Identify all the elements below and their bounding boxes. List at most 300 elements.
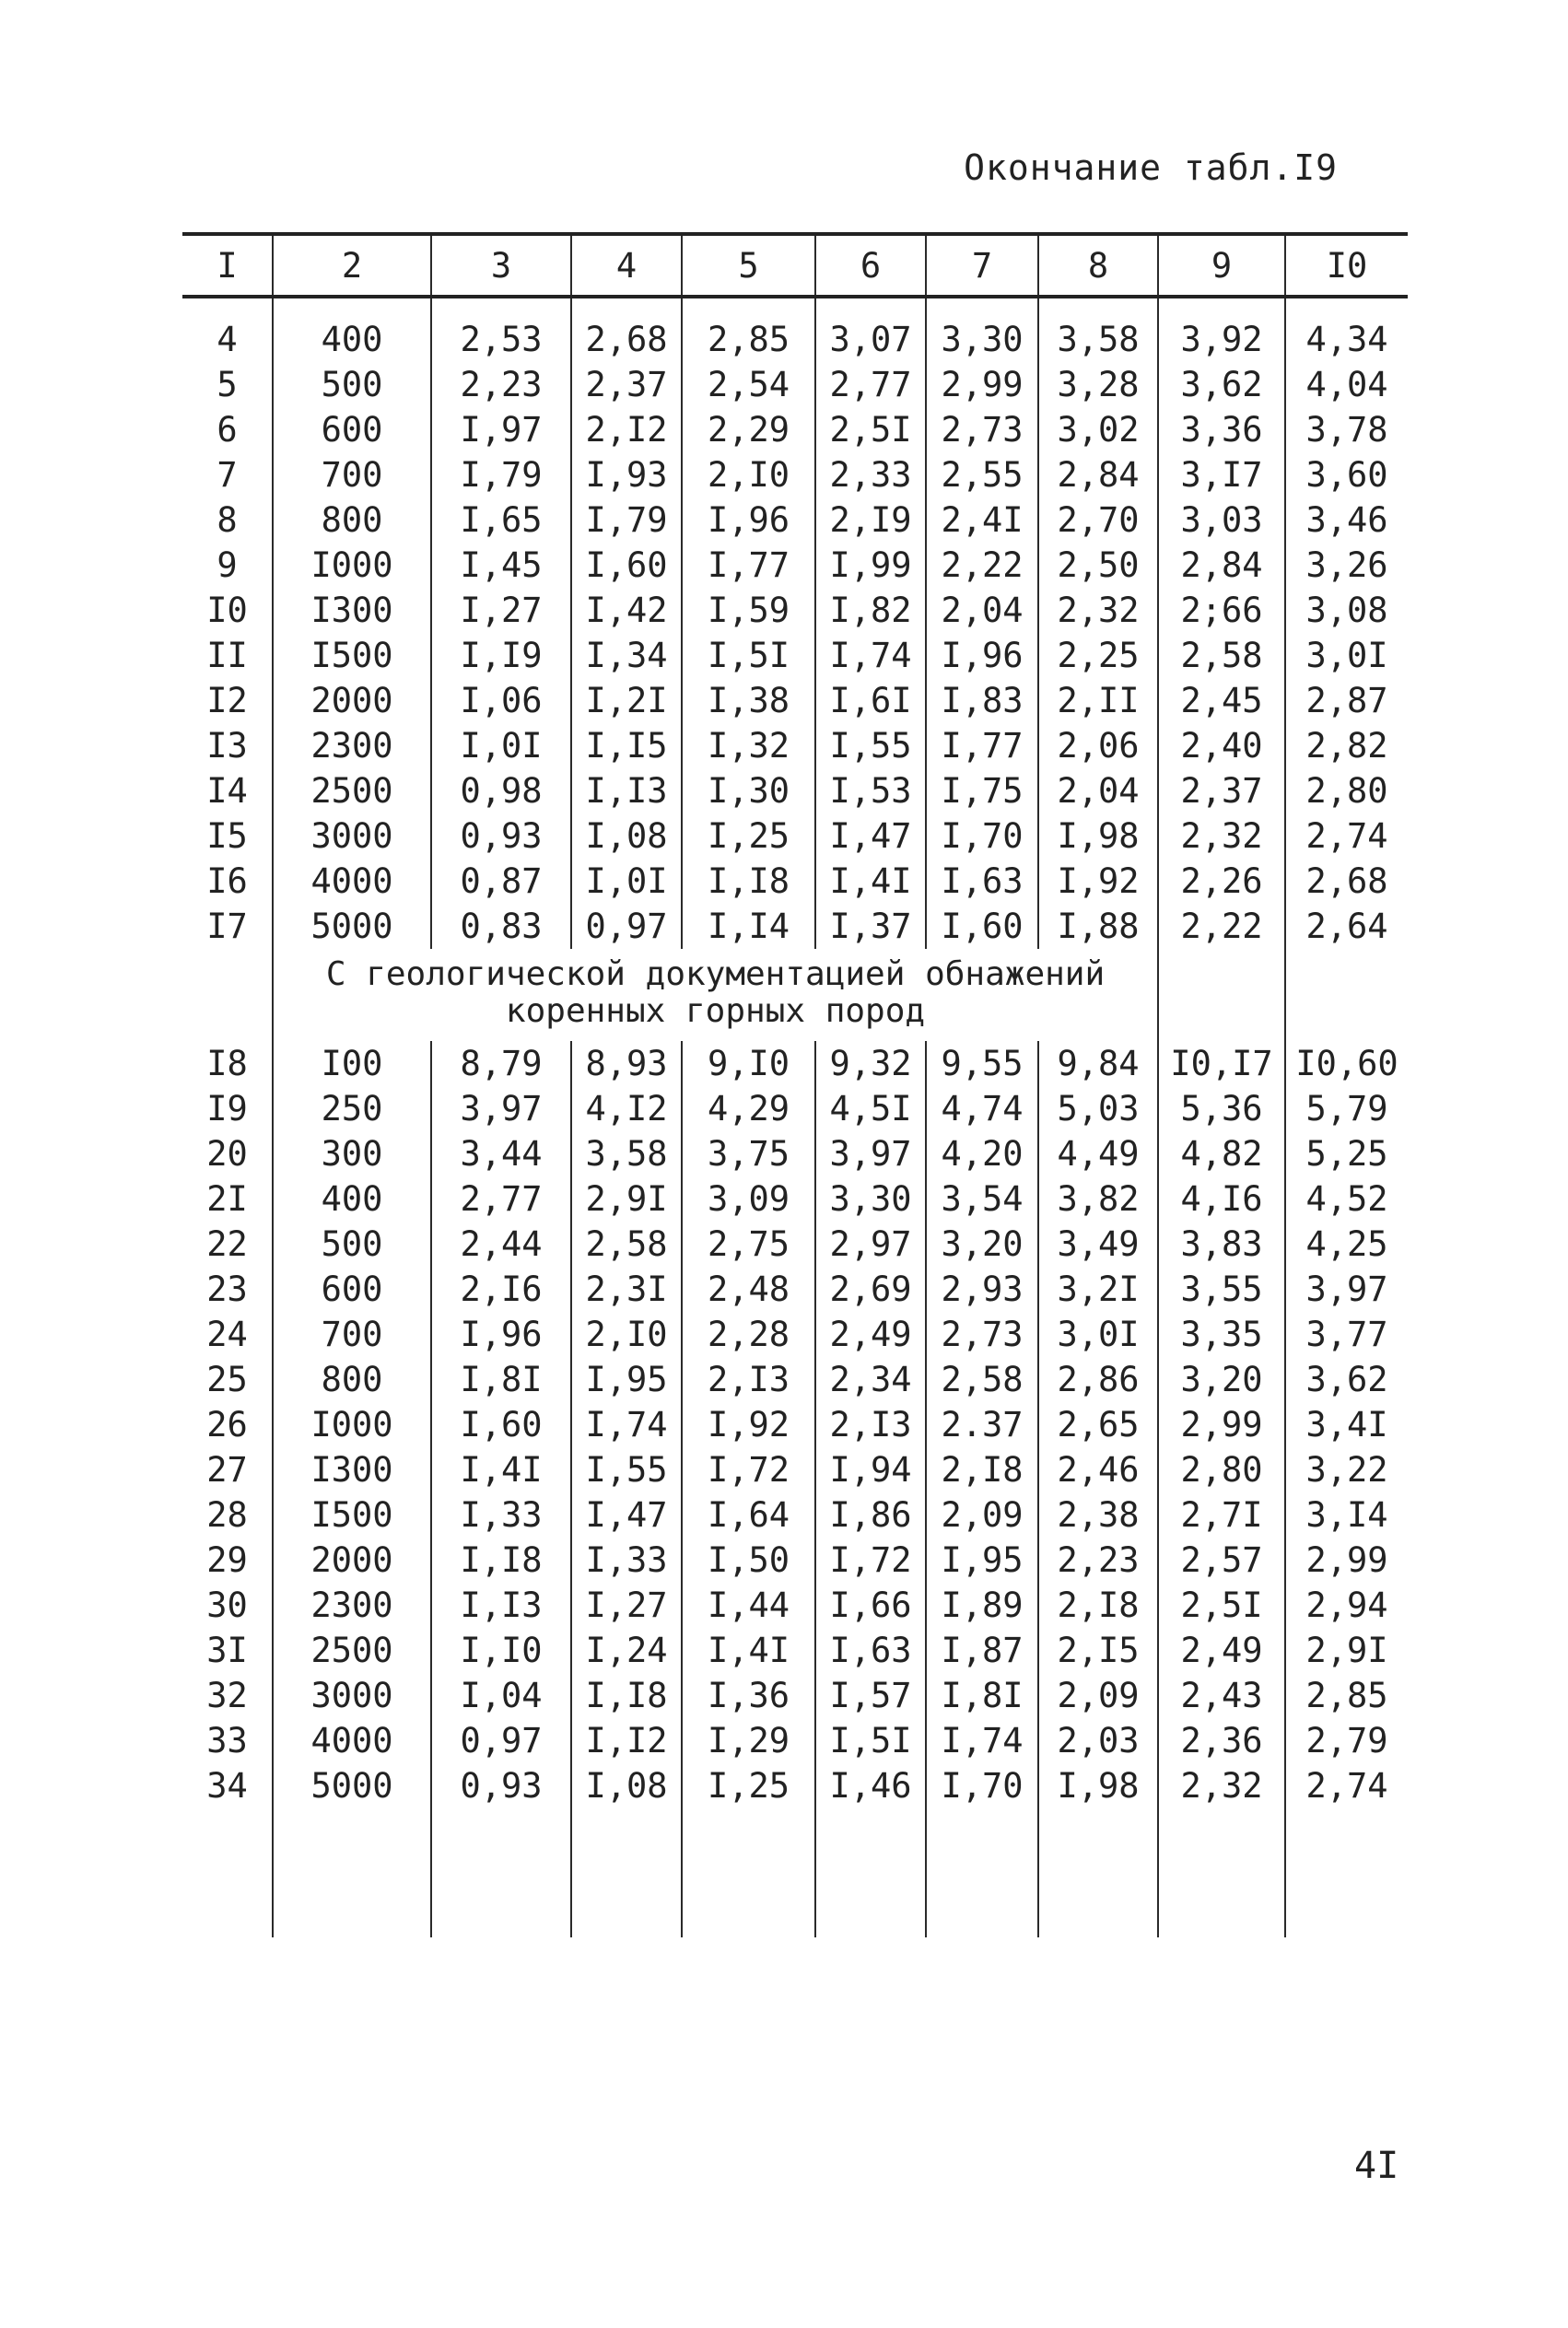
table-cell: 2,29: [682, 407, 815, 452]
table-cell: I,5I: [815, 1718, 926, 1763]
table-cell: 2,04: [1038, 768, 1158, 813]
table-cell: 3,78: [1285, 407, 1408, 452]
table-cell: 3,35: [1158, 1312, 1285, 1357]
table-cell: 3,58: [1038, 317, 1158, 362]
column-header: 7: [926, 234, 1038, 297]
row-number-cell: 7: [216, 455, 238, 495]
table-cell: 4,I2: [571, 1086, 682, 1131]
table-cell: 2,22: [1158, 904, 1285, 949]
table-cell: 5000: [273, 904, 431, 949]
table-row: [182, 317, 1408, 362]
table-cell: 2,36: [1158, 1718, 1285, 1763]
table-cell: 2000: [273, 1538, 431, 1583]
blank-cell: [1285, 949, 1408, 1041]
table-cell: 3,97: [815, 1131, 926, 1176]
table-cell: I,06: [431, 678, 571, 723]
table-cell: 0,83: [431, 904, 571, 949]
table-cell: I,I4: [682, 904, 815, 949]
table-cell: 2,49: [815, 1312, 926, 1357]
table-row: [182, 1312, 1408, 1357]
table-cell: I000: [273, 1402, 431, 1447]
table-cell: I,30: [682, 768, 815, 813]
row-number-cell: 25: [206, 1360, 248, 1399]
section-row: [182, 949, 1408, 1041]
table-cell: I,27: [571, 1583, 682, 1628]
row-number-cell: 3I: [206, 1631, 248, 1670]
table-cell: 2500: [273, 1628, 431, 1673]
table-cell: 4,52: [1285, 1176, 1408, 1222]
table-cell: 2,9I: [1285, 1628, 1408, 1673]
row-number-cell: I7: [206, 907, 248, 946]
empty-cell: [182, 1808, 273, 1937]
table-cell: I,8I: [431, 1357, 571, 1402]
table-cell: 2,22: [926, 543, 1038, 588]
table-cell: I,66: [815, 1583, 926, 1628]
column-header: 5: [682, 234, 815, 297]
table-cell: 2,80: [1158, 1447, 1285, 1492]
table-cell: 3,I7: [1158, 452, 1285, 497]
table-cell: 800: [273, 1357, 431, 1402]
table-cell: 3,2I: [1038, 1267, 1158, 1312]
table-cell: I,79: [431, 452, 571, 497]
table-cell: 2500: [273, 768, 431, 813]
table-cell: 2,I2: [571, 407, 682, 452]
row-number-cell: I2: [206, 681, 248, 720]
table-cell: 2,I6: [431, 1267, 571, 1312]
table-cell: 2300: [273, 1583, 431, 1628]
column-header: 9: [1158, 234, 1285, 297]
empty-cell: [571, 1808, 682, 1937]
table-cell: 2,74: [1285, 813, 1408, 859]
table-row: [182, 1267, 1408, 1312]
data-table: [182, 232, 1408, 1937]
table-cell: 3,30: [815, 1176, 926, 1222]
table-cell: I,42: [571, 588, 682, 633]
table-cell: 3,55: [1158, 1267, 1285, 1312]
table-row: [182, 768, 1408, 813]
table-cell: 300: [273, 1131, 431, 1176]
table-cell: 2,32: [1158, 813, 1285, 859]
table-cell: 2,84: [1158, 543, 1285, 588]
row-number-cell: 24: [206, 1315, 248, 1354]
row-number-cell: 22: [206, 1224, 248, 1264]
table-cell: I,4I: [815, 859, 926, 904]
table-cell: I,36: [682, 1673, 815, 1718]
empty-cell: [682, 1808, 815, 1937]
table-cell: 2,85: [682, 317, 815, 362]
table-cell: 500: [273, 1222, 431, 1267]
row-number-cell: 27: [206, 1450, 248, 1490]
table-cell: 4,25: [1285, 1222, 1408, 1267]
table-cell: 2,33: [815, 452, 926, 497]
table-row: [182, 1222, 1408, 1267]
table-cell: I300: [273, 1447, 431, 1492]
table-cell: I,I0: [431, 1628, 571, 1673]
table-cell: 600: [273, 407, 431, 452]
column-header: I0: [1285, 234, 1408, 297]
table-row: [182, 1131, 1408, 1176]
table-cell: 2,65: [1038, 1402, 1158, 1447]
table-cell: 4,29: [682, 1086, 815, 1131]
row-number-cell: I8: [206, 1044, 248, 1083]
table-cell: I,70: [926, 1763, 1038, 1808]
row-number-cell: II: [206, 636, 248, 675]
spacer-cell: [815, 297, 926, 317]
empty-cell: [1158, 1808, 1285, 1937]
table-cell: 2,68: [1285, 859, 1408, 904]
empty-cell: [431, 1808, 571, 1937]
table-cell: 4,34: [1285, 317, 1408, 362]
row-number-cell: 5: [216, 365, 238, 404]
table-cell: I,97: [431, 407, 571, 452]
table-cell: 2,73: [926, 407, 1038, 452]
table-cell: 0,87: [431, 859, 571, 904]
table-cell: I,27: [431, 588, 571, 633]
table-cell: 3,09: [682, 1176, 815, 1222]
table-cell: I,I3: [431, 1583, 571, 1628]
empty-tail-row: [182, 1808, 1408, 1937]
table-cell: 9,I0: [682, 1041, 815, 1086]
table-row: [182, 723, 1408, 768]
table-cell: I,50: [682, 1538, 815, 1583]
table-cell: I,96: [682, 497, 815, 543]
table-cell: 3,44: [431, 1131, 571, 1176]
section-title: С геологической документацией обнажений коренных горных пород: [273, 949, 1158, 1041]
table-cell: 2.37: [926, 1402, 1038, 1447]
table-cell: 400: [273, 1176, 431, 1222]
table-cell: 2,37: [571, 362, 682, 407]
table-cell: 2,70: [1038, 497, 1158, 543]
table-cell: 600: [273, 1267, 431, 1312]
table-cell: 2,99: [1158, 1402, 1285, 1447]
table-cell: I,46: [815, 1763, 926, 1808]
table-cell: I,34: [571, 633, 682, 678]
table-row: [182, 904, 1408, 949]
table-cell: I,08: [571, 813, 682, 859]
table-cell: I,82: [815, 588, 926, 633]
page-number: 4I: [1354, 2145, 1399, 2187]
table-cell: 800: [273, 497, 431, 543]
table-cell: 3,03: [1158, 497, 1285, 543]
table-cell: I,92: [1038, 859, 1158, 904]
table-row: [182, 1447, 1408, 1492]
table-cell: 4,74: [926, 1086, 1038, 1131]
table-cell: 2,09: [1038, 1673, 1158, 1718]
table-cell: 2,I8: [1038, 1583, 1158, 1628]
table-cell: 0,93: [431, 1763, 571, 1808]
row-number-cell: 9: [216, 545, 238, 585]
table-cell: 2,25: [1038, 633, 1158, 678]
table-cell: 2,9I: [571, 1176, 682, 1222]
spacer-cell: [926, 297, 1038, 317]
table-row: [182, 859, 1408, 904]
column-header: I: [182, 234, 273, 297]
table-cell: 3,46: [1285, 497, 1408, 543]
table-cell: 0,97: [571, 904, 682, 949]
table-cell: I,89: [926, 1583, 1038, 1628]
table-cell: I,2I: [571, 678, 682, 723]
table-cell: 2,06: [1038, 723, 1158, 768]
table-cell: I,65: [431, 497, 571, 543]
blank-cell: [1158, 949, 1285, 1041]
table-cell: 2,I5: [1038, 1628, 1158, 1673]
table-cell: 3,83: [1158, 1222, 1285, 1267]
table-row: [182, 1538, 1408, 1583]
table-cell: I,74: [815, 633, 926, 678]
table-row: [182, 588, 1408, 633]
table-cell: I,94: [815, 1447, 926, 1492]
table-cell: I,8I: [926, 1673, 1038, 1718]
table-cell: 8,79: [431, 1041, 571, 1086]
table-cell: 3,49: [1038, 1222, 1158, 1267]
table-cell: 2,23: [1038, 1538, 1158, 1583]
table-cell: 2;66: [1158, 588, 1285, 633]
table-cell: 3,58: [571, 1131, 682, 1176]
table-cell: 3,82: [1038, 1176, 1158, 1222]
table-cell: I0,I7: [1158, 1041, 1285, 1086]
table-cell: 3,0I: [1038, 1312, 1158, 1357]
table-cell: I,96: [431, 1312, 571, 1357]
table-cell: 2,I8: [926, 1447, 1038, 1492]
table-cell: 2,II: [1038, 678, 1158, 723]
table-cell: 4,20: [926, 1131, 1038, 1176]
table-row: [182, 1041, 1408, 1086]
row-number-cell: 23: [206, 1269, 248, 1309]
table-cell: 2,53: [431, 317, 571, 362]
table-cell: 5,36: [1158, 1086, 1285, 1131]
table-cell: 4,04: [1285, 362, 1408, 407]
table-caption: Окончание табл.I9: [964, 147, 1338, 188]
table-body: [182, 297, 1408, 1937]
table-cell: 2,80: [1285, 768, 1408, 813]
table-cell: 2,44: [431, 1222, 571, 1267]
table-cell: I,45: [431, 543, 571, 588]
table-cell: 2,32: [1158, 1763, 1285, 1808]
row-number-cell: 20: [206, 1134, 248, 1174]
table-cell: 2,79: [1285, 1718, 1408, 1763]
table-cell: 5,03: [1038, 1086, 1158, 1131]
spacer-cell: [431, 297, 571, 317]
header-row: [182, 234, 1408, 297]
table-cell: I,77: [682, 543, 815, 588]
table-cell: I,08: [571, 1763, 682, 1808]
table-cell: I,88: [1038, 904, 1158, 949]
table-row: [182, 1718, 1408, 1763]
table-row: [182, 1583, 1408, 1628]
table-cell: 2,75: [682, 1222, 815, 1267]
table-cell: I,92: [682, 1402, 815, 1447]
table-cell: 9,55: [926, 1041, 1038, 1086]
table-cell: 2,55: [926, 452, 1038, 497]
table-cell: 3,62: [1158, 362, 1285, 407]
table-cell: 700: [273, 452, 431, 497]
row-number-cell: I4: [206, 771, 248, 811]
table-cell: I,I8: [682, 859, 815, 904]
row-number-cell: 8: [216, 500, 238, 540]
table-cell: 2,28: [682, 1312, 815, 1357]
table-cell: 3,60: [1285, 452, 1408, 497]
table-cell: 2300: [273, 723, 431, 768]
row-number-cell: I0: [206, 591, 248, 630]
column-header: 3: [431, 234, 571, 297]
table-cell: 2,74: [1285, 1763, 1408, 1808]
table-cell: I,0I: [571, 859, 682, 904]
table-cell: 2,4I: [926, 497, 1038, 543]
table-cell: 2,77: [815, 362, 926, 407]
table-row: [182, 1763, 1408, 1808]
table-cell: I,5I: [682, 633, 815, 678]
table-cell: I0,60: [1285, 1041, 1408, 1086]
row-number-cell: I9: [206, 1089, 248, 1129]
table-row: [182, 1673, 1408, 1718]
table-cell: 2,73: [926, 1312, 1038, 1357]
spacer-cell: [1038, 297, 1158, 317]
table-cell: I,53: [815, 768, 926, 813]
table-cell: 3,30: [926, 317, 1038, 362]
table-cell: I,74: [571, 1402, 682, 1447]
table-cell: 3,I4: [1285, 1492, 1408, 1538]
table-cell: I,38: [682, 678, 815, 723]
table-cell: I,33: [571, 1538, 682, 1583]
table-cell: 2,94: [1285, 1583, 1408, 1628]
row-number-cell: 33: [206, 1721, 248, 1761]
table-cell: 2,32: [1038, 588, 1158, 633]
table-cell: 2,97: [815, 1222, 926, 1267]
table-cell: I,55: [815, 723, 926, 768]
table-row: [182, 1176, 1408, 1222]
table-cell: 2,87: [1285, 678, 1408, 723]
table-cell: 2,68: [571, 317, 682, 362]
column-header: 2: [273, 234, 431, 297]
table-cell: 3,08: [1285, 588, 1408, 633]
table-cell: I,98: [1038, 813, 1158, 859]
table-cell: I,99: [815, 543, 926, 588]
row-number-cell: I3: [206, 726, 248, 766]
table-cell: I,95: [571, 1357, 682, 1402]
table-cell: 2,3I: [571, 1267, 682, 1312]
row-number-cell: 2I: [206, 1179, 248, 1219]
table-cell: I,44: [682, 1583, 815, 1628]
table-cell: 2,84: [1038, 452, 1158, 497]
table-cell: 4,I6: [1158, 1176, 1285, 1222]
table-cell: 2,69: [815, 1267, 926, 1312]
table-cell: 2,82: [1285, 723, 1408, 768]
table-cell: 0,98: [431, 768, 571, 813]
table-cell: I,47: [571, 1492, 682, 1538]
table-cell: I,47: [815, 813, 926, 859]
table-cell: 2,86: [1038, 1357, 1158, 1402]
column-header: 8: [1038, 234, 1158, 297]
table-cell: 2,03: [1038, 1718, 1158, 1763]
table-cell: I,57: [815, 1673, 926, 1718]
table-cell: 2,09: [926, 1492, 1038, 1538]
table-cell: 2,93: [926, 1267, 1038, 1312]
table-cell: I,55: [571, 1447, 682, 1492]
table-cell: I,79: [571, 497, 682, 543]
table-cell: I,74: [926, 1718, 1038, 1763]
table-cell: 2,04: [926, 588, 1038, 633]
empty-cell: [273, 1808, 431, 1937]
table-cell: 2,58: [1158, 633, 1285, 678]
row-number-cell: 6: [216, 410, 238, 450]
table-cell: I,63: [815, 1628, 926, 1673]
table-cell: 3,97: [431, 1086, 571, 1131]
row-number-cell: 32: [206, 1676, 248, 1715]
spacer-cell: [571, 297, 682, 317]
table-row: [182, 678, 1408, 723]
table-cell: I,83: [926, 678, 1038, 723]
empty-cell: [926, 1808, 1038, 1937]
table-cell: 3,07: [815, 317, 926, 362]
table-cell: 8,93: [571, 1041, 682, 1086]
table-cell: 2000: [273, 678, 431, 723]
table-cell: I,70: [926, 813, 1038, 859]
column-header: 6: [815, 234, 926, 297]
table-cell: 250: [273, 1086, 431, 1131]
table-cell: I000: [273, 543, 431, 588]
row-number-cell: 29: [206, 1540, 248, 1580]
table-cell: I500: [273, 1492, 431, 1538]
table-cell: 3,20: [926, 1222, 1038, 1267]
table-cell: 2,48: [682, 1267, 815, 1312]
table-cell: 0,93: [431, 813, 571, 859]
table-row: [182, 1402, 1408, 1447]
table-cell: 2,54: [682, 362, 815, 407]
table-cell: I,72: [815, 1538, 926, 1583]
row-number-cell: 26: [206, 1405, 248, 1445]
table-cell: 2,64: [1285, 904, 1408, 949]
table-cell: I,25: [682, 1763, 815, 1808]
table-row: [182, 497, 1408, 543]
table-cell: 5,79: [1285, 1086, 1408, 1131]
table-cell: I,24: [571, 1628, 682, 1673]
table-cell: 3,92: [1158, 317, 1285, 362]
table-cell: I,I8: [571, 1673, 682, 1718]
table-cell: I,64: [682, 1492, 815, 1538]
table-cell: 3,54: [926, 1176, 1038, 1222]
table-row: [182, 452, 1408, 497]
table-cell: 0,97: [431, 1718, 571, 1763]
table-cell: 9,32: [815, 1041, 926, 1086]
table-cell: 3000: [273, 813, 431, 859]
table-cell: I,60: [431, 1402, 571, 1447]
row-number-cell: 4: [216, 320, 238, 359]
table-cell: 4,5I: [815, 1086, 926, 1131]
table-cell: 3,02: [1038, 407, 1158, 452]
table-cell: 2,23: [431, 362, 571, 407]
table-cell: I,I3: [571, 768, 682, 813]
table-cell: 2,7I: [1158, 1492, 1285, 1538]
table-cell: 2,37: [1158, 768, 1285, 813]
table-cell: 2,5I: [815, 407, 926, 452]
table-cell: 3,4I: [1285, 1402, 1408, 1447]
table-cell: I,63: [926, 859, 1038, 904]
table-cell: I,04: [431, 1673, 571, 1718]
table-cell: 2,58: [571, 1222, 682, 1267]
table-cell: 2,57: [1158, 1538, 1285, 1583]
table-cell: 2,I0: [682, 452, 815, 497]
table-cell: I,0I: [431, 723, 571, 768]
table-cell: 4,49: [1038, 1131, 1158, 1176]
spacer-cell: [182, 297, 273, 317]
table-cell: 5,25: [1285, 1131, 1408, 1176]
table-cell: 2,I3: [682, 1357, 815, 1402]
table-cell: 2,99: [1285, 1538, 1408, 1583]
spacer-cell: [1285, 297, 1408, 317]
table-cell: 2,50: [1038, 543, 1158, 588]
row-number-cell: I5: [206, 816, 248, 856]
table-cell: 2,43: [1158, 1673, 1285, 1718]
